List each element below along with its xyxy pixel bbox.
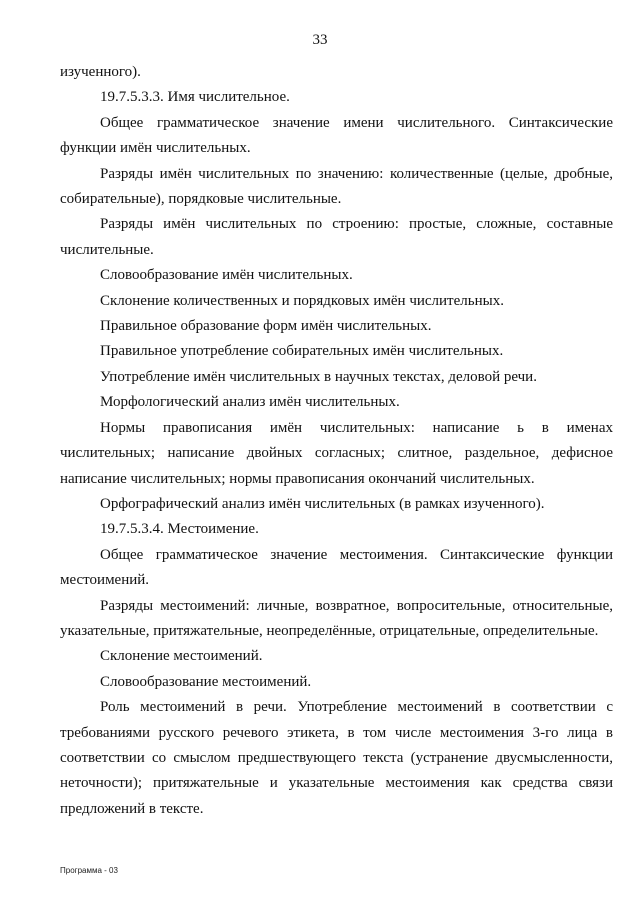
paragraph: Разряды имён числительных по значению: количественные (целые, дробные, собирательные), порядковые числительные. bbox=[60, 165, 613, 208]
paragraph: Разряды имён числительных по строению: простые, сложные, составные числительные. bbox=[60, 216, 613, 258]
paragraph: Роль местоимений в речи. Употребление местоимений в соответствии с требованиями русского речевого этикета, в том числе местоимения 3-го лица в соответствии со смыслом предшествующего текста (устранение двусмысленности, неточности); притяжательные и указательные местоимения как средства связи предложений в тексте. bbox=[60, 699, 613, 817]
document-body bbox=[60, 60, 613, 822]
paragraph: Употребление имён числительных в научных текстах, деловой речи. bbox=[100, 368, 537, 385]
section-heading: 19.7.5.3.4. Местоимение. bbox=[100, 521, 259, 538]
footer-label: Программа - 03 bbox=[60, 866, 118, 875]
paragraph: Словообразование местоимений. bbox=[100, 673, 312, 690]
paragraph: изученного). bbox=[60, 64, 141, 80]
paragraph: Разряды местоимений: личные, возвратное, вопросительные, относительные, указательные, притяжательные, неопределённые, отрицательные, определительные. bbox=[60, 597, 613, 639]
paragraph: Орфографический анализ имён числительных (в рамках изученного). bbox=[100, 495, 545, 512]
paragraph: Склонение местоимений. bbox=[100, 648, 263, 665]
section-heading: 19.7.5.3.3. Имя числительное. bbox=[100, 89, 290, 106]
paragraph: Склонение количественных и порядковых имён числительных. bbox=[100, 292, 504, 309]
paragraph: Словообразование имён числительных. bbox=[100, 267, 353, 284]
paragraph: Правильное употребление собирательных имён числительных. bbox=[100, 343, 504, 360]
paragraph: Нормы правописания имён числительных: написание ь в именах числительных; написание двойных согласных; слитное, раздельное, дефисное написание числительных; нормы правописания окончаний числительных. bbox=[60, 419, 613, 487]
paragraph: Правильное образование форм имён числительных. bbox=[100, 318, 432, 335]
paragraph: Общее грамматическое значение местоимения. Синтаксические функции местоимений. bbox=[60, 546, 613, 589]
page-number: 33 bbox=[312, 32, 328, 48]
paragraph: Морфологический анализ имён числительных. bbox=[100, 394, 400, 411]
paragraph: Общее грамматическое значение имени числительного. Синтаксические функции имён числительных. bbox=[60, 114, 613, 157]
